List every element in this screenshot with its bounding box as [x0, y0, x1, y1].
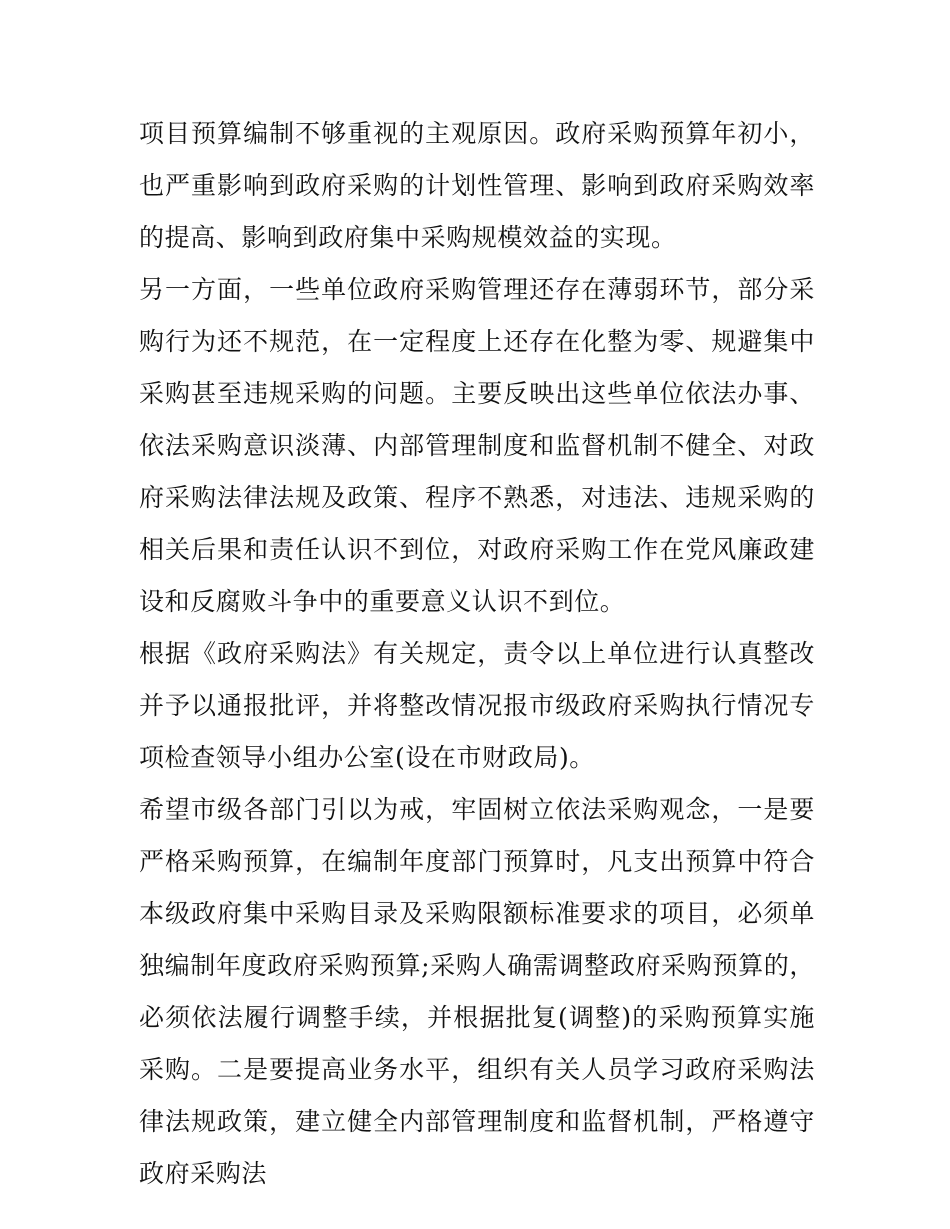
paragraph-3: 根据《政府采购法》有关规定，责令以上单位进行认真整改并予以通报批评，并将整改情况报市级政府采购执行情况专项检查领导小组办公室(设在市财政局)。 [139, 639, 815, 772]
paragraph-1: 项目预算编制不够重视的主观原因。政府采购预算年初小，也严重影响到政府采购的计划性管理、影响到政府采购效率的提高、影响到政府集中采购规模效益的实现。 [139, 119, 815, 252]
paragraph-2: 另一方面，一些单位政府采购管理还存在薄弱环节，部分采购行为还不规范，在一定程度上还存在化整为零、规避集中采购甚至违规采购的问题。主要反映出这些单位依法办事、依法采购意识淡薄、内部管理制度和监督机制不健全、对政府采购法律法规及政策、程序不熟悉，对违法、违规采购的相关后果和责任认识不到位，对政府采购工作在党风廉政建设和反腐败斗争中的重要意义认识不到位。 [139, 275, 815, 616]
paragraph-4: 希望市级各部门引以为戒，牢固树立依法采购观念，一是要严格采购预算，在编制年度部门预算时，凡支出预算中符合本级政府集中采购目录及采购限额标准要求的项目，必须单独编制年度政府采购预算;采购人确需调整政府采购预算的，必须依法履行调整手续，并根据批复(调整)的采购预算实施采购。二是要提高业务水平，组织有关人员学习政府采购法律法规政策，建立健全内部管理制度和监督机制，严格遵守政府采购法 [139, 795, 815, 1188]
document-body [139, 108, 815, 1200]
